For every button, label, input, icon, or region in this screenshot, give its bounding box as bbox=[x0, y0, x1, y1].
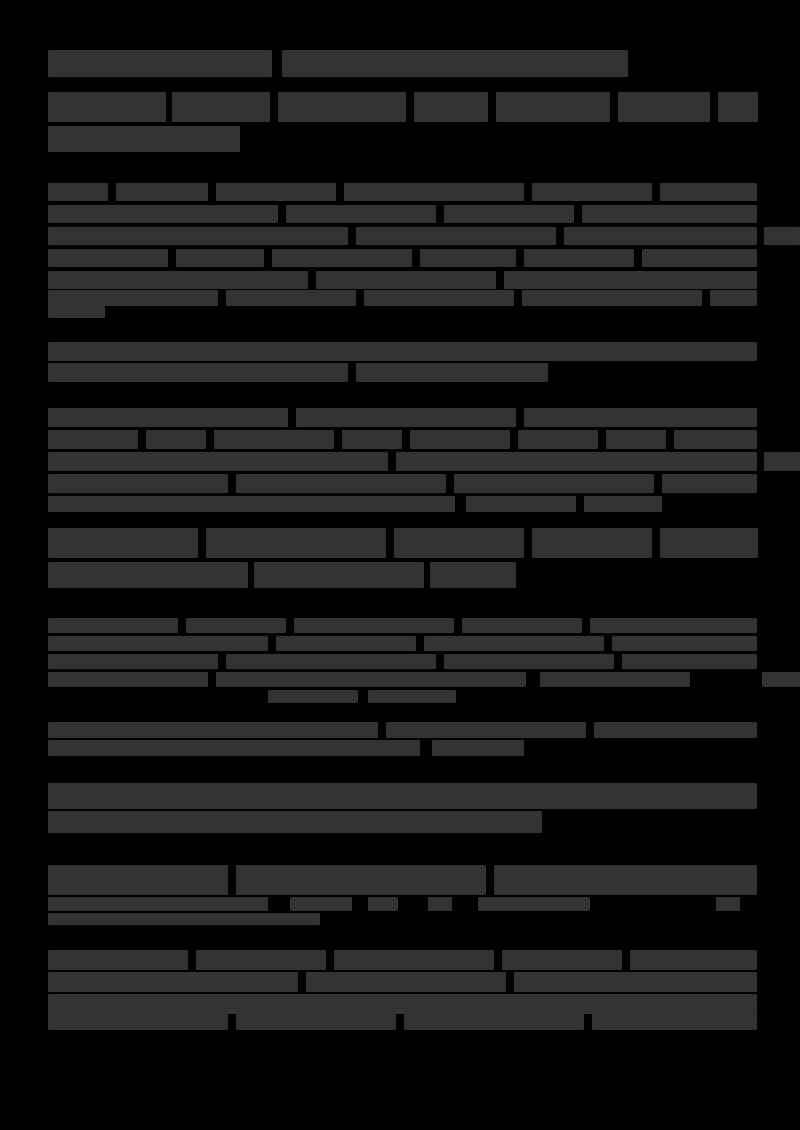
subtitle-text-segment bbox=[278, 92, 406, 122]
paragraph-1-text-segment bbox=[504, 271, 757, 289]
paragraph-1-text-segment bbox=[582, 205, 757, 223]
paragraph-1-text-segment bbox=[364, 290, 514, 306]
paragraph-8-text-segment bbox=[48, 950, 188, 970]
paragraph-4-text-segment bbox=[424, 636, 604, 651]
paragraph-7-text-segment bbox=[716, 897, 740, 911]
paragraph-3-text-segment bbox=[48, 496, 455, 512]
paragraph-8-text-segment bbox=[514, 972, 757, 992]
subtitle-text-segment bbox=[48, 126, 240, 152]
paragraph-4-text-segment bbox=[186, 618, 286, 633]
paragraph-3-text-segment bbox=[396, 452, 757, 471]
paragraph-7-text-segment bbox=[48, 913, 320, 925]
paragraph-8-text-segment bbox=[48, 1014, 228, 1030]
subtitle-text-segment bbox=[414, 92, 488, 122]
subtitle-text-segment bbox=[172, 92, 270, 122]
paragraph-4-text-segment bbox=[612, 636, 757, 651]
paragraph-1-text-segment bbox=[764, 227, 800, 245]
paragraph-1-text-segment bbox=[216, 183, 336, 201]
paragraph-4-text-segment bbox=[48, 672, 208, 687]
paragraph-4-text-segment bbox=[762, 672, 800, 687]
paragraph-3-text-segment bbox=[764, 452, 800, 471]
paragraph-3-text-segment bbox=[296, 408, 516, 427]
paragraph-1-text-segment bbox=[226, 290, 356, 306]
paragraph-1-text-segment bbox=[48, 205, 278, 223]
paragraph-5-text-segment bbox=[48, 722, 378, 738]
paragraph-4-text-segment bbox=[48, 654, 218, 669]
title-line-text-segment bbox=[282, 50, 628, 77]
section-heading-text-segment bbox=[48, 528, 198, 558]
paragraph-3-text-segment bbox=[410, 430, 510, 449]
paragraph-8-text-segment bbox=[502, 950, 622, 970]
paragraph-1-text-segment bbox=[48, 183, 108, 201]
paragraph-4-text-segment bbox=[294, 618, 454, 633]
paragraph-2-text-segment bbox=[48, 363, 348, 382]
paragraph-4-text-segment bbox=[216, 672, 526, 687]
paragraph-3-text-segment bbox=[454, 474, 654, 493]
paragraph-5-text-segment bbox=[48, 740, 420, 756]
paragraph-1-text-segment bbox=[48, 290, 218, 306]
paragraph-1-text-segment bbox=[524, 249, 634, 267]
paragraph-1-text-segment bbox=[272, 249, 412, 267]
paragraph-6-text-segment bbox=[48, 811, 542, 833]
paragraph-4-text-segment bbox=[444, 654, 614, 669]
title-line-text-segment bbox=[48, 50, 272, 77]
paragraph-1-text-segment bbox=[48, 249, 168, 267]
subtitle-text-segment bbox=[618, 92, 710, 122]
paragraph-3-text-segment bbox=[214, 430, 334, 449]
paragraph-1-text-segment bbox=[356, 227, 556, 245]
paragraph-1-text-segment bbox=[710, 290, 757, 306]
paragraph-8-text-segment bbox=[404, 1014, 584, 1030]
paragraph-3-text-segment bbox=[524, 408, 757, 427]
paragraph-1-text-segment bbox=[116, 183, 208, 201]
paragraph-3-text-segment bbox=[236, 474, 446, 493]
paragraph-8-text-segment bbox=[334, 950, 494, 970]
paragraph-1-text-segment bbox=[564, 227, 757, 245]
paragraph-1-text-segment bbox=[48, 271, 308, 289]
paragraph-3-text-segment bbox=[466, 496, 576, 512]
paragraph-8-text-segment bbox=[236, 1014, 396, 1030]
paragraph-5-text-segment bbox=[594, 722, 757, 738]
paragraph-4-text-segment bbox=[622, 654, 757, 669]
paragraph-1-text-segment bbox=[660, 183, 757, 201]
paragraph-5-text-segment bbox=[432, 740, 524, 756]
paragraph-3-text-segment bbox=[48, 408, 288, 427]
paragraph-1-text-segment bbox=[642, 249, 757, 267]
paragraph-8-text-segment bbox=[196, 950, 326, 970]
section-heading-text-segment bbox=[206, 528, 386, 558]
subtitle-text-segment bbox=[718, 92, 758, 122]
paragraph-6-text-segment bbox=[48, 783, 757, 809]
paragraph-3-text-segment bbox=[518, 430, 598, 449]
paragraph-4-text-segment bbox=[268, 690, 358, 703]
paragraph-8-text-segment bbox=[48, 972, 298, 992]
paragraph-1-text-segment bbox=[48, 227, 348, 245]
paragraph-2-text-segment bbox=[356, 363, 548, 382]
paragraph-1-text-segment bbox=[522, 290, 702, 306]
paragraph-8-text-segment bbox=[306, 972, 506, 992]
subtitle-text-segment bbox=[496, 92, 610, 122]
paragraph-4-text-segment bbox=[462, 618, 582, 633]
paragraph-3-text-segment bbox=[48, 474, 228, 493]
paragraph-3-text-segment bbox=[48, 452, 388, 471]
paragraph-3-text-segment bbox=[662, 474, 757, 493]
paragraph-7-text-segment bbox=[290, 897, 352, 911]
paragraph-7-text-segment bbox=[236, 865, 486, 895]
paragraph-3-text-segment bbox=[606, 430, 666, 449]
paragraph-1-text-segment bbox=[316, 271, 496, 289]
paragraph-1-text-segment bbox=[176, 249, 264, 267]
paragraph-7-text-segment bbox=[494, 865, 757, 895]
paragraph-7-text-segment bbox=[368, 897, 398, 911]
paragraph-5-text-segment bbox=[386, 722, 586, 738]
section-heading-text-segment bbox=[48, 562, 248, 588]
paragraph-4-text-segment bbox=[226, 654, 436, 669]
paragraph-4-text-segment bbox=[590, 618, 757, 633]
paragraph-7-text-segment bbox=[478, 897, 590, 911]
section-heading-text-segment bbox=[430, 562, 516, 588]
paragraph-1-text-segment bbox=[286, 205, 436, 223]
paragraph-3-text-segment bbox=[48, 430, 138, 449]
paragraph-8-text-segment bbox=[630, 950, 757, 970]
section-heading-text-segment bbox=[660, 528, 758, 558]
paragraph-3-text-segment bbox=[584, 496, 662, 512]
paragraph-1-text-segment bbox=[444, 205, 574, 223]
paragraph-4-text-segment bbox=[48, 636, 268, 651]
paragraph-3-text-segment bbox=[342, 430, 402, 449]
paragraph-7-text-segment bbox=[428, 897, 452, 911]
paragraph-4-text-segment bbox=[368, 690, 456, 703]
paragraph-7-text-segment bbox=[48, 897, 268, 911]
paragraph-4-text-segment bbox=[540, 672, 690, 687]
paragraph-1-text-segment bbox=[420, 249, 516, 267]
paragraph-2-text-segment bbox=[48, 342, 757, 361]
paragraph-1-text-segment bbox=[48, 306, 105, 318]
subtitle-text-segment bbox=[48, 92, 166, 122]
paragraph-4-text-segment bbox=[48, 618, 178, 633]
paragraph-3-text-segment bbox=[146, 430, 206, 449]
section-heading-text-segment bbox=[254, 562, 424, 588]
paragraph-8-text-segment bbox=[592, 1014, 757, 1030]
paragraph-7-text-segment bbox=[48, 865, 228, 895]
paragraph-1-text-segment bbox=[344, 183, 524, 201]
paragraph-8-text-segment bbox=[48, 994, 757, 1014]
section-heading-text-segment bbox=[532, 528, 652, 558]
section-heading-text-segment bbox=[394, 528, 524, 558]
paragraph-3-text-segment bbox=[674, 430, 757, 449]
paragraph-4-text-segment bbox=[276, 636, 416, 651]
paragraph-1-text-segment bbox=[532, 183, 652, 201]
